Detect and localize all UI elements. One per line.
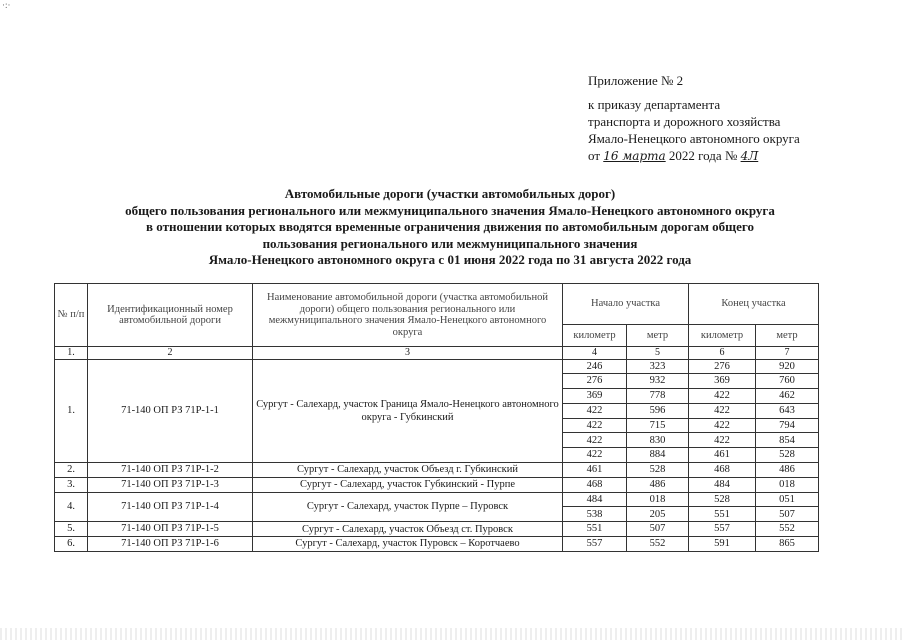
cell-end-m: 507 xyxy=(756,507,819,522)
cell-start-km: 422 xyxy=(563,403,627,418)
cell-end-m: 552 xyxy=(756,522,819,537)
cell-end-m: 760 xyxy=(756,374,819,389)
cell-start-m: 830 xyxy=(627,433,689,448)
cell-start-km: 422 xyxy=(563,448,627,463)
cell-start-m: 778 xyxy=(627,389,689,404)
cell-start-km: 557 xyxy=(563,537,627,552)
header-end: Конец участка xyxy=(689,284,819,325)
cell-end-km: 484 xyxy=(689,477,756,492)
road-name: Сургут - Салехард, участок Граница Ямало-Ненецкого автономного округа - Губкинский xyxy=(253,359,563,463)
road-id: 71-140 ОП РЗ 71Р-1-5 xyxy=(88,522,253,537)
column-number: 5 xyxy=(627,347,689,360)
document-title xyxy=(40,186,860,269)
column-number: 2 xyxy=(88,347,253,360)
cell-end-m: 643 xyxy=(756,403,819,418)
header-end-km: километр xyxy=(689,325,756,347)
cell-end-km: 369 xyxy=(689,374,756,389)
cell-end-m: 486 xyxy=(756,463,819,478)
cell-start-km: 484 xyxy=(563,492,627,507)
header-id: Идентификационный номер автомобильной дороги xyxy=(88,284,253,347)
header-start-m: метр xyxy=(627,325,689,347)
cell-end-m: 854 xyxy=(756,433,819,448)
cell-start-km: 276 xyxy=(563,374,627,389)
cell-end-km: 461 xyxy=(689,448,756,463)
cell-start-km: 461 xyxy=(563,463,627,478)
cell-end-km: 422 xyxy=(689,389,756,404)
column-number: 1. xyxy=(55,347,88,360)
cell-start-m: 715 xyxy=(627,418,689,433)
table-row xyxy=(55,463,819,478)
cell-end-km: 468 xyxy=(689,463,756,478)
road-id: 71-140 ОП РЗ 71Р-1-6 xyxy=(88,537,253,552)
header-start: Начало участка xyxy=(563,284,689,325)
handwritten-date: 16 марта xyxy=(603,149,666,163)
appendix-block xyxy=(588,72,800,165)
header-num: № п/п xyxy=(55,284,88,347)
cell-start-m: 528 xyxy=(627,463,689,478)
row-number: 5. xyxy=(55,522,88,537)
date-prefix: от xyxy=(588,148,601,163)
cell-end-km: 551 xyxy=(689,507,756,522)
cell-start-m: 884 xyxy=(627,448,689,463)
table-row xyxy=(55,492,819,507)
row-number: 1. xyxy=(55,359,88,463)
cell-end-km: 422 xyxy=(689,433,756,448)
column-number: 4 xyxy=(563,347,627,360)
header-end-m: метр xyxy=(756,325,819,347)
roads-table xyxy=(54,283,819,552)
table-row xyxy=(55,359,819,374)
cell-end-m: 794 xyxy=(756,418,819,433)
cell-start-km: 468 xyxy=(563,477,627,492)
cell-end-km: 591 xyxy=(689,537,756,552)
cell-end-m: 018 xyxy=(756,477,819,492)
cell-end-m: 528 xyxy=(756,448,819,463)
scan-corner-mark: ·:· xyxy=(2,0,11,10)
cell-start-m: 552 xyxy=(627,537,689,552)
table-row xyxy=(55,477,819,492)
cell-start-m: 205 xyxy=(627,507,689,522)
title-line: пользования регионального или межмуниципального значения xyxy=(262,235,638,251)
cell-start-m: 323 xyxy=(627,359,689,374)
road-name: Сургут - Салехард, участок Объезд ст. Пуровск xyxy=(253,522,563,537)
column-number: 3 xyxy=(253,347,563,360)
road-name: Сургут - Салехард, участок Объезд г. Губкинский xyxy=(253,463,563,478)
title-line: общего пользования регионального или межмуниципального значения Ямало-Ненецкого автономного округа xyxy=(125,202,775,218)
row-number: 6. xyxy=(55,537,88,552)
road-id: 71-140 ОП РЗ 71Р-1-2 xyxy=(88,463,253,478)
cell-end-m: 920 xyxy=(756,359,819,374)
title-line: Ямало-Ненецкого автономного округа с 01 июня 2022 года по 31 августа 2022 года xyxy=(208,252,692,267)
cell-end-km: 422 xyxy=(689,403,756,418)
cell-end-km: 528 xyxy=(689,492,756,507)
road-id: 71-140 ОП РЗ 71Р-1-1 xyxy=(88,359,253,463)
appendix-date-line xyxy=(588,147,800,165)
road-id: 71-140 ОП РЗ 71Р-1-4 xyxy=(88,492,253,522)
cell-start-km: 369 xyxy=(563,389,627,404)
row-number: 3. xyxy=(55,477,88,492)
row-number: 4. xyxy=(55,492,88,522)
handwritten-number: 4Л xyxy=(740,149,759,163)
cell-end-km: 422 xyxy=(689,418,756,433)
road-id: 71-140 ОП РЗ 71Р-1-3 xyxy=(88,477,253,492)
column-number: 6 xyxy=(689,347,756,360)
header-name: Наименование автомобильной дороги (участка автомобильной дороги) общего пользования регионального или межмуниципального значения Ямало-Ненецкого автономного округа xyxy=(253,284,563,347)
road-name: Сургут - Салехард, участок Губкинский - Пурпе xyxy=(253,477,563,492)
cell-start-m: 018 xyxy=(627,492,689,507)
row-number: 2. xyxy=(55,463,88,478)
cell-end-m: 865 xyxy=(756,537,819,552)
appendix-region-line: Ямало-Ненецкого автономного округа xyxy=(588,131,800,146)
table-row xyxy=(55,537,819,552)
road-name: Сургут - Салехард, участок Пуровск – Коротчаево xyxy=(253,537,563,552)
cell-start-km: 246 xyxy=(563,359,627,374)
title-line: в отношении которых вводятся временные ограничения движения по автомобильным дорогам общего xyxy=(146,219,754,234)
table-row xyxy=(55,522,819,537)
column-numbers-row xyxy=(55,347,819,360)
header-start-km: километр xyxy=(563,325,627,347)
column-number: 7 xyxy=(756,347,819,360)
appendix-number: Приложение № 2 xyxy=(588,73,684,88)
cell-start-m: 596 xyxy=(627,403,689,418)
date-year: 2022 года № xyxy=(668,148,738,163)
table-body xyxy=(55,359,819,551)
appendix-order-line: к приказу департамента xyxy=(588,97,721,112)
cell-start-km: 422 xyxy=(563,418,627,433)
appendix-department-line: транспорта и дорожного хозяйства xyxy=(588,114,781,129)
title-line: Автомобильные дороги (участки автомобильных дорог) xyxy=(284,186,616,201)
cell-start-m: 932 xyxy=(627,374,689,389)
cell-end-m: 462 xyxy=(756,389,819,404)
cell-end-km: 557 xyxy=(689,522,756,537)
road-name: Сургут - Салехард, участок Пурпе – Пуровск xyxy=(253,492,563,522)
cell-start-km: 538 xyxy=(563,507,627,522)
cell-start-m: 486 xyxy=(627,477,689,492)
cell-start-km: 551 xyxy=(563,522,627,537)
cell-start-km: 422 xyxy=(563,433,627,448)
cell-end-km: 276 xyxy=(689,359,756,374)
cell-start-m: 507 xyxy=(627,522,689,537)
scan-footer-noise xyxy=(0,628,905,640)
cell-end-m: 051 xyxy=(756,492,819,507)
